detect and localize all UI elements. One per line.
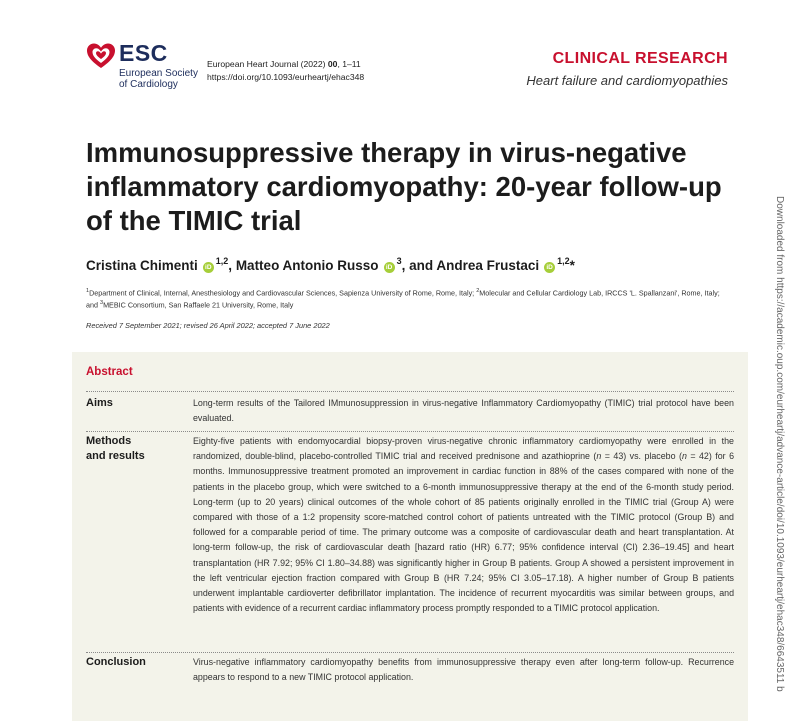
journal-doi-link[interactable]: https://doi.org/10.1093/eurheartj/ehac348 — [207, 72, 365, 82]
author-separator: , — [228, 258, 233, 273]
methods-text — [193, 434, 734, 616]
download-watermark — [771, 196, 787, 706]
divider — [86, 391, 734, 392]
abstract-heading: Abstract — [86, 366, 133, 378]
orcid-icon[interactable]: iD — [544, 262, 555, 273]
author-name[interactable]: Matteo Antonio Russo — [235, 258, 379, 273]
author-affiliation-ref: 1,2 — [215, 256, 229, 266]
article-section — [526, 50, 728, 88]
esc-logo — [86, 40, 206, 96]
journal-pages: , 1–11 — [337, 59, 361, 69]
aims-label: Aims — [86, 397, 113, 409]
methods-label-line-1: Methods — [86, 435, 132, 447]
download-note: Downloaded from https://academic.oup.com/eurheartj/advance-article/doi/10.1093/eurheartj/ehac348/6643511 b — [774, 196, 785, 692]
author-affiliation-ref: 1,2 — [557, 256, 570, 266]
journal-citation — [207, 58, 364, 84]
article-title: Immunosuppressive therapy in virus-negative inflammatory cardiomyopathy: 20-year follow-up of the TIMIC trial — [86, 137, 722, 236]
methods-text-part: Eighty-five patients with endomyocardial biopsy-proven virus-negative chronic inflammatory cardiomyopathy were enrolled in the randomized, double-blind, placebo-controlled TIMIC trial and received prednisone and azathioprine ( — [193, 436, 734, 462]
author-affiliation-ref: 3 — [396, 256, 402, 266]
methods-text-part: = 42) for 6 months. Immunosuppressive treatment promoted an improvement in cardiac function in 88% of the cases compared with none of the patients in the placebo group, which were switched to a 6-month immunosuppressive therapy at the end of the 6-month study period. Long-term (up to 20 years) clinical outcomes of the whole cohort of 85 patients originally enrolled in the TIMIC trial (Group A) were compared with those of a 1:2 propensity score-matched control cohort of patients untreated with the TIMIC protocol (Group B) and followed for a comparable period of time. The primary outcome was a composite of cardiovascular death and heart transplantation. At long-term follow-up, the risk of cardiovascular death [hazard ratio (HR) 6.77; 95% confidence interval (CI) 2.36–19.45] and heart transplantation (HR 7.92; 95% CI 1.80–34.88) was significantly higher in Group B patients. Group A showed a persistent improvement in the left ventricular ejection fraction compared with Group B (HR 7.24; 95% CI 3.05–17.18). A higher number of Group B patients underwent implantable cardioverter defibrillator implantation. The incidence of recurrent myocarditis was similar between groups, and patients with evidence of a recurrent cardiac inflammatory process promptly responded to a TIMIC protocol application. — [193, 451, 735, 614]
society-line-1: European Society — [119, 68, 198, 79]
conclusion-text: Virus-negative inflammatory cardiomyopathy benefits from immunosuppressive therapy even after long-term follow-up. Recurrence appears to respond to a new TIMIC protocol application. — [193, 657, 734, 683]
author-name[interactable]: Cristina Chimenti — [86, 258, 198, 273]
n-symbol: n — [681, 451, 687, 462]
journal-name: European Heart Journal (2022) — [207, 59, 326, 69]
affiliations — [86, 286, 726, 311]
submission-dates: Received 7 September 2021; revised 26 April 2022; accepted 7 June 2022 — [86, 321, 330, 330]
orcid-icon[interactable]: iD — [384, 262, 395, 273]
society-name — [119, 68, 219, 90]
heart-logo-icon — [86, 42, 116, 70]
author-list — [86, 256, 575, 273]
affiliation-1: Department of Clinical, Internal, Anesthesiology and Cardiovascular Sciences, Sapienza University of Rome, Rome, Italy; — [89, 288, 475, 298]
methods-label-line-2: and results — [86, 450, 145, 462]
methods-text-part: = 43) vs. placebo ( — [601, 451, 682, 462]
author-separator: , and — [401, 258, 434, 273]
aims-text: Long-term results of the Tailored IMmunosuppression in virus-negative Inflammatory Cardiomyopathy (TIMIC) trial protocol have been evaluated. — [193, 398, 734, 424]
journal-line — [207, 58, 364, 71]
orcid-icon[interactable]: iD — [203, 262, 214, 273]
affiliation-number: 2 — [476, 288, 480, 294]
society-line-2: of Cardiology — [119, 79, 178, 90]
divider — [86, 652, 734, 653]
affiliation-number: 1 — [86, 288, 90, 294]
n-symbol: n — [596, 451, 602, 462]
methods-label — [86, 434, 186, 464]
corresponding-author-mark: * — [569, 258, 575, 273]
affiliation-2: Molecular and Cellular Cardiology Lab, IRCCS 'L. Spallanzani', Rome, Italy; and — [86, 288, 720, 310]
conclusion-label: Conclusion — [86, 656, 146, 668]
journal-volume: 00 — [327, 59, 338, 69]
abstract-box — [72, 352, 748, 721]
author-name[interactable]: Andrea Frustaci — [436, 258, 540, 273]
affiliation-number: 3 — [100, 300, 104, 307]
divider — [86, 431, 734, 432]
affiliation-3: MEBIC Consortium, San Raffaele 21 University, Rome, Italy — [103, 300, 294, 310]
article-subcategory: Heart failure and cardiomyopathies — [526, 73, 728, 88]
esc-wordmark: ESC — [119, 40, 168, 66]
article-category: CLINICAL RESEARCH — [552, 50, 728, 67]
